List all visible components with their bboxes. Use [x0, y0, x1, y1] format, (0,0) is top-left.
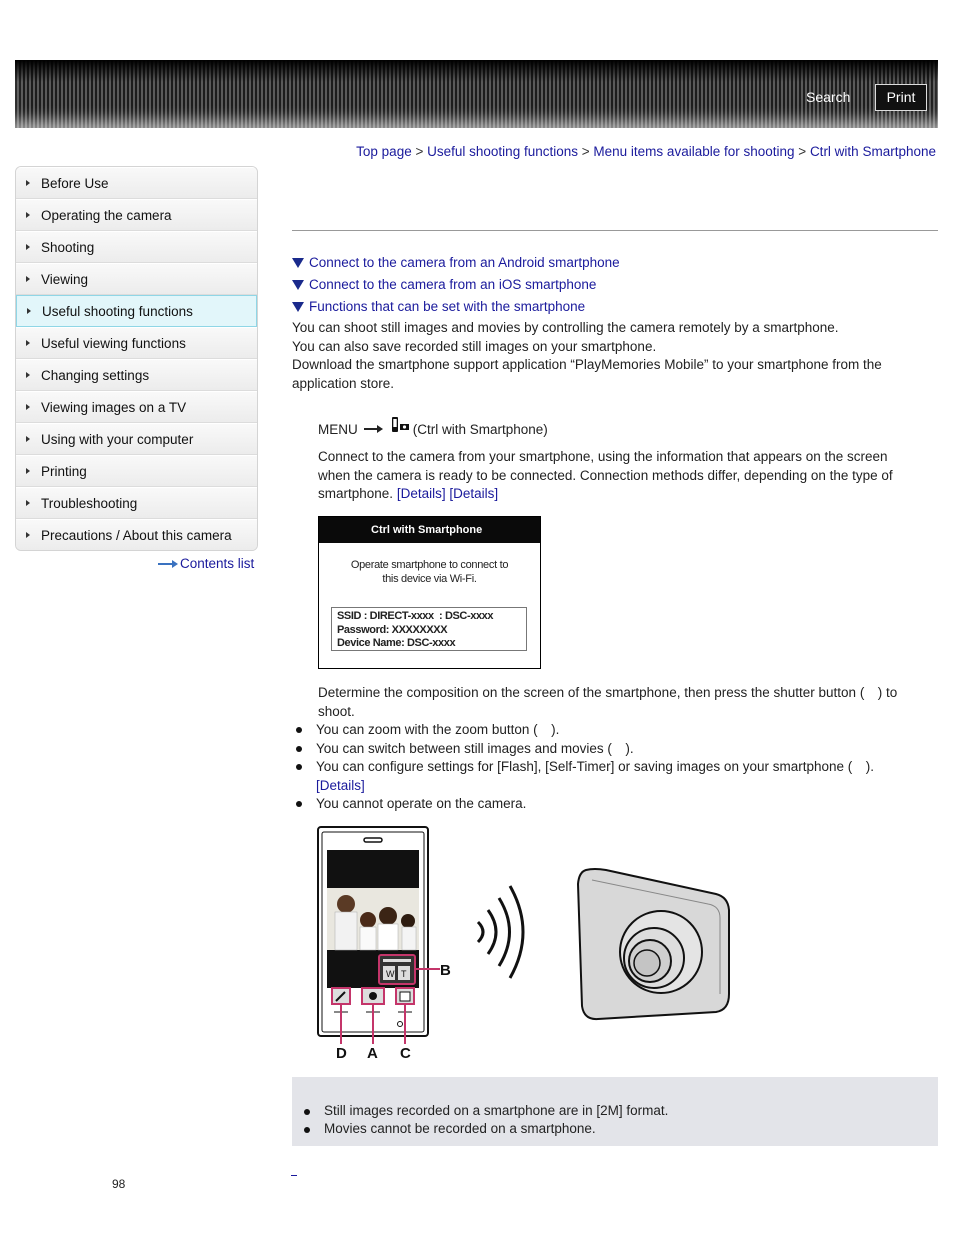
sidebar-item-tv[interactable]: [16, 391, 257, 423]
triangle-right-icon: [26, 276, 30, 282]
connect-text: Connect to the camera from your smartphone, using the information that appears on the screen when the camera is ready to be connected. Connection methods differ, depending on the type of smartphone.: [318, 449, 893, 501]
breadcrumb-separator: >: [415, 144, 424, 159]
print-button[interactable]: Print: [875, 84, 927, 111]
contents-list-label: Contents list: [180, 556, 255, 571]
connect-instructions: [318, 448, 923, 504]
sidebar-item-label: Shooting: [41, 239, 95, 255]
breadcrumb-top-page[interactable]: Top page: [356, 144, 412, 159]
screen-connection-info: [331, 607, 527, 651]
smartphone-control-icon: [390, 417, 410, 435]
intro-line: You can shoot still images and movies by controlling the camera remotely by a smartphone.: [292, 320, 839, 335]
list-item: [292, 721, 912, 740]
bullet-icon: [296, 764, 302, 770]
screen-message-line: this device via Wi-Fi.: [382, 573, 477, 585]
menu-path: [318, 420, 548, 438]
sidebar-item-label: Useful shooting functions: [42, 303, 193, 319]
triangle-down-icon: [292, 280, 304, 290]
toc-link-ios[interactable]: Connect to the camera from an iOS smartphone: [309, 277, 597, 292]
bullet-text: You can configure settings for [Flash], [Self-Timer] or saving images on your smartphone ( ).: [316, 759, 874, 774]
sidebar-item-shooting[interactable]: [16, 231, 257, 263]
breadcrumb: [356, 144, 936, 159]
breadcrumb-menu-items[interactable]: Menu items available for shooting: [593, 144, 795, 159]
sidebar-item-before-use[interactable]: [16, 167, 257, 199]
callout-label-d: D: [336, 1045, 347, 1062]
sidebar-item-label: Changing settings: [41, 367, 150, 383]
sidebar-item-label: Printing: [41, 463, 87, 479]
breadcrumb-separator: >: [798, 144, 807, 159]
toc-link-android[interactable]: Connect to the camera from an Android smartphone: [309, 255, 620, 270]
sidebar-item-printing[interactable]: [16, 455, 257, 487]
title-divider: [292, 230, 938, 231]
details-link-functions[interactable]: [Details]: [316, 777, 365, 793]
screen-title: Ctrl with Smartphone: [319, 517, 540, 543]
bullet-icon: [304, 1127, 310, 1133]
sidebar-item-changing-settings[interactable]: [16, 359, 257, 391]
sidebar-item-label: Before Use: [41, 175, 109, 191]
camera-icon: [578, 869, 729, 1019]
list-item: [292, 758, 912, 795]
triangle-right-icon: [26, 532, 30, 538]
note-text: Still images recorded on a smartphone are in [2M] format.: [324, 1103, 669, 1118]
wifi-signal-icon: [478, 886, 523, 978]
sidebar-item-troubleshooting[interactable]: [16, 487, 257, 519]
details-link-ios[interactable]: [Details]: [449, 486, 499, 501]
list-item: [292, 795, 912, 814]
sidebar-nav: [15, 166, 258, 551]
bullet-icon: [296, 727, 302, 733]
sidebar-item-computer[interactable]: [16, 423, 257, 455]
list-item: [300, 1121, 596, 1136]
page-number: 98: [112, 1177, 126, 1191]
breadcrumb-useful-shooting[interactable]: Useful shooting functions: [427, 144, 578, 159]
menu-label: MENU: [318, 421, 358, 437]
callout-label-c: C: [400, 1045, 411, 1062]
callout-label-b: B: [440, 962, 451, 979]
sidebar-item-label: Viewing: [41, 271, 89, 287]
callout-label-a: A: [367, 1045, 378, 1062]
arrow-right-icon: [364, 425, 384, 433]
triangle-right-icon: [26, 244, 30, 250]
intro-line: You can also save recorded still images on your smartphone.: [292, 338, 657, 354]
contents-list-link[interactable]: [158, 556, 254, 571]
svg-text:T: T: [401, 969, 407, 979]
screen-message: [319, 558, 540, 586]
feature-bullets: [292, 721, 912, 814]
triangle-right-icon: [26, 372, 30, 378]
triangle-right-icon: [26, 404, 30, 410]
notes-box: [292, 1077, 938, 1146]
triangle-down-icon: [292, 302, 304, 312]
sidebar-item-operating[interactable]: [16, 199, 257, 231]
triangle-right-icon: [26, 500, 30, 506]
sidebar-item-useful-viewing[interactable]: [16, 327, 257, 359]
intro-text: [292, 319, 932, 393]
sidebar-item-label: Operating the camera: [41, 207, 172, 223]
sidebar-item-precautions[interactable]: [16, 519, 257, 550]
sidebar-item-label: Useful viewing functions: [41, 335, 186, 351]
triangle-right-icon: [26, 180, 30, 186]
bullet-icon: [296, 746, 302, 752]
breadcrumb-current[interactable]: Ctrl with Smartphone: [809, 144, 936, 159]
determine-text: Determine the composition on the screen of the smartphone, then press the shutter button ( ) to shoot.: [318, 685, 898, 719]
triangle-right-icon: [26, 340, 30, 346]
bullet-text: You can switch between still images and movies ( ).: [316, 740, 634, 756]
list-item: [300, 1103, 668, 1118]
bullet-text-group: [316, 758, 874, 795]
screen-device-name: Device Name: DSC-xxxx: [337, 637, 456, 649]
smartphone-camera-illustration: [316, 824, 736, 1067]
sidebar-item-label: Viewing images on a TV: [41, 399, 187, 415]
triangle-right-icon: [26, 212, 30, 218]
triangle-down-icon: [292, 258, 304, 268]
svg-text:W: W: [386, 969, 395, 979]
screen-message-line: Operate smartphone to connect to: [350, 559, 509, 571]
details-link-android[interactable]: [Details]: [396, 486, 446, 501]
list-item: [292, 740, 912, 759]
breadcrumb-separator: >: [581, 144, 590, 159]
sidebar-item-viewing[interactable]: [16, 263, 257, 295]
camera-screen-image: [318, 516, 541, 669]
intro-line: Download the smartphone support application “PlayMemories Mobile” to your smartphone from the application store.: [292, 357, 882, 391]
bullet-text: You cannot operate on the camera.: [316, 796, 527, 811]
menu-item-label: (Ctrl with Smartphone): [412, 421, 548, 437]
page-toc: [292, 252, 620, 318]
bullet-icon: [304, 1109, 310, 1115]
sidebar-item-useful-shooting[interactable]: [16, 295, 257, 327]
page-top-link[interactable]: [291, 1175, 297, 1176]
bullet-text: You can zoom with the zoom button ( ).: [316, 722, 560, 737]
bullet-icon: [296, 801, 302, 807]
triangle-right-icon: [26, 436, 30, 442]
toc-link-functions[interactable]: Functions that can be set with the smartphone: [309, 299, 586, 314]
triangle-right-icon: [26, 468, 30, 474]
sidebar-item-label: Troubleshooting: [41, 495, 138, 511]
arrow-right-icon: [158, 560, 178, 568]
sidebar-item-label: Using with your computer: [41, 431, 194, 447]
screen-password: Password: XXXXXXXX: [337, 623, 448, 636]
screen-ssid: SSID : DIRECT-xxxx : DSC-xxxx: [337, 610, 494, 622]
sidebar-item-label: Precautions / About this camera: [41, 527, 232, 543]
note-text: Movies cannot be recorded on a smartphone.: [324, 1121, 596, 1136]
header-bar: [15, 60, 938, 128]
triangle-right-icon: [27, 308, 31, 314]
search-link[interactable]: Search: [806, 89, 851, 105]
